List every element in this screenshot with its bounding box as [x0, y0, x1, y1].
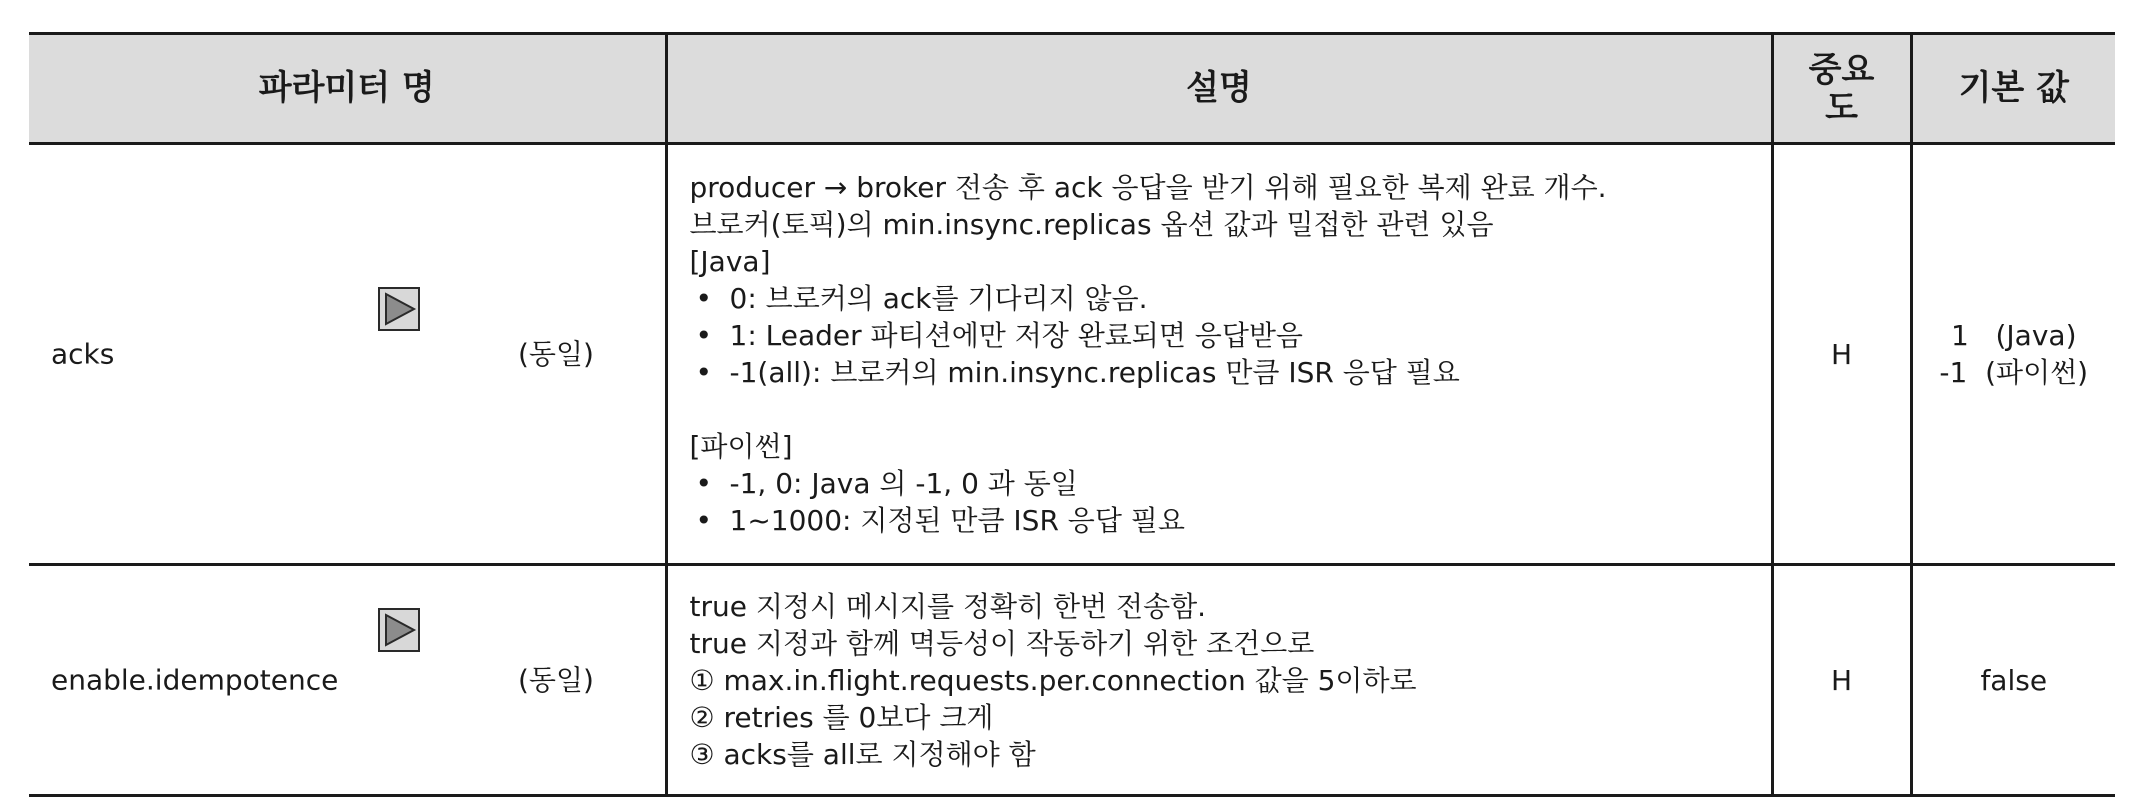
table-row [29, 565, 2115, 796]
importance-cell: H [1772, 144, 1911, 565]
header-importance [1772, 34, 1911, 144]
description-line: true 지정과 함께 멱등성이 작동하기 위한 조건으로 [689, 626, 1315, 660]
description-line: producer → broker 전송 후 ack 응답을 받기 위해 필요한 복제 완료 개수. [689, 171, 1607, 204]
list-item-text: 1~1000: 지정된 만큼 ISR 응답 필요 [729, 504, 1185, 537]
play-triangle-icon [378, 287, 420, 331]
list-item [690, 317, 1749, 354]
header-description: 설명 [666, 34, 1772, 144]
list-item-text: -1(all): 브로커의 min.insync.replicas 만큼 ISR 응답 필요 [729, 356, 1460, 389]
play-triangle-icon [378, 608, 420, 652]
table-row [29, 144, 2115, 565]
kafka-producer-params-table [29, 32, 2115, 797]
param-name: acks [51, 337, 115, 371]
condition-item: ③ acks를 all로 지정해야 함 [689, 737, 1036, 771]
list-item [690, 354, 1749, 391]
default-value-cell: false [1911, 565, 2115, 796]
condition-item: ① max.in.flight.requests.per.connection 값을 5이하로 [689, 663, 1417, 697]
header-default-value: 기본 값 [1911, 34, 2115, 144]
bullet-icon: • [695, 319, 713, 352]
description-cell [666, 565, 1772, 796]
bullet-icon: • [695, 504, 713, 537]
same-label: (동일) [518, 663, 594, 697]
spacer [690, 391, 1749, 428]
importance-cell: H [1772, 565, 1911, 796]
default-value-java: 1 (Java) [1950, 319, 2077, 352]
header-importance-line2: 도 [1825, 87, 1858, 128]
param-name-cell [29, 565, 666, 796]
bullet-icon: • [695, 356, 713, 389]
description-line: true 지정시 메시지를 정확히 한번 전송함. [689, 589, 1207, 623]
list-item-text: -1, 0: Java 의 -1, 0 과 동일 [729, 467, 1078, 500]
bullet-icon: • [695, 467, 713, 500]
same-label: (동일) [518, 337, 594, 371]
description-cell [666, 144, 1772, 565]
default-value-cell [1911, 144, 2115, 565]
param-name-cell [29, 144, 666, 565]
param-name: enable.idempotence [51, 663, 339, 697]
condition-item: ② retries 를 0보다 크게 [689, 700, 994, 734]
bullet-icon: • [695, 282, 713, 315]
list-item-text: 1: Leader 파티션에만 저장 완료되면 응답받음 [729, 319, 1303, 352]
list-item [690, 280, 1749, 317]
list-item [690, 465, 1749, 502]
description-line: 브로커(토픽)의 min.insync.replicas 옵션 값과 밀접한 관련 있음 [689, 208, 1494, 241]
python-section-header: [파이썬] [689, 430, 793, 463]
list-item [690, 502, 1749, 539]
header-param-name: 파라미터 명 [29, 34, 666, 144]
header-importance-line1: 중요 [1808, 49, 1875, 90]
default-value-python: -1 (파이썬) [1939, 356, 2089, 389]
java-section-header: [Java] [689, 245, 771, 278]
list-item-text: 0: 브로커의 ack를 기다리지 않음. [729, 282, 1148, 315]
table-header-row [29, 34, 2115, 144]
